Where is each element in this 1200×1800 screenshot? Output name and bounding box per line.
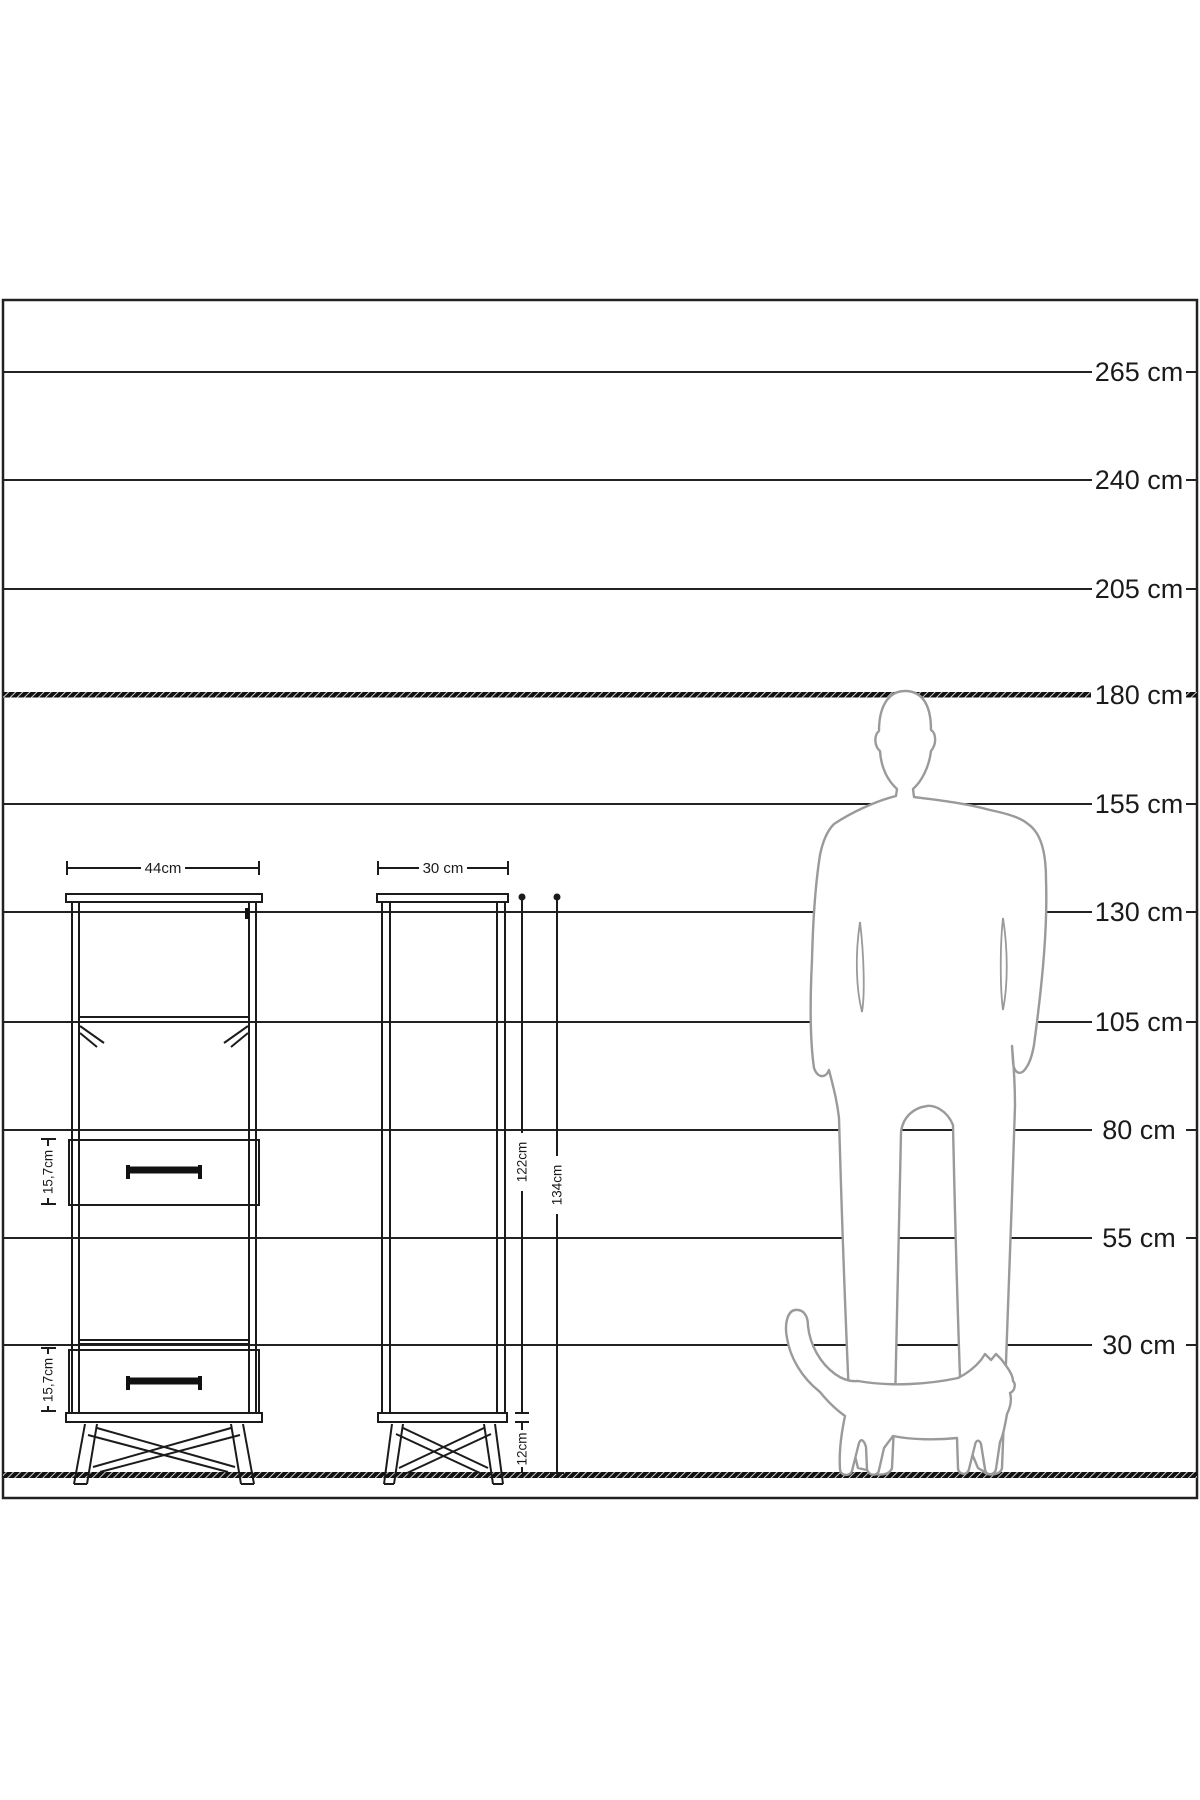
scale-label-180: 180 cm	[1094, 680, 1184, 710]
lower-drawer-handle	[127, 1376, 201, 1390]
scale-label-240: 240 cm	[1094, 465, 1184, 495]
front-view-cabinet	[40, 858, 262, 1484]
front-bottom-board	[66, 1413, 262, 1422]
scale-label-130: 130 cm	[1094, 897, 1184, 927]
scale-label-30: 30 cm	[1102, 1330, 1176, 1360]
scale-label-105: 105 cm	[1094, 1007, 1184, 1037]
front-width-label: 44cm	[144, 860, 182, 877]
side-top-board	[377, 894, 508, 902]
side-carcass	[382, 902, 505, 1413]
person-silhouette	[811, 691, 1047, 1475]
front-top-board	[66, 894, 262, 902]
hatched-line-180-stub	[1186, 692, 1197, 698]
side-depth-label: 30 cm	[422, 860, 464, 877]
side-bottom-board	[378, 1413, 507, 1422]
front-carcass	[72, 902, 256, 1413]
ground-line	[3, 1472, 1197, 1478]
person-outline	[811, 691, 1047, 1475]
scale-label-80: 80 cm	[1102, 1115, 1176, 1145]
front-door-hinge-mark	[245, 908, 249, 919]
total-height-label: 134cm	[549, 1164, 565, 1206]
lower-drawer-height-label: 15,7cm	[40, 1357, 56, 1403]
upper-drawer-handle	[127, 1165, 201, 1179]
side-view-cabinet	[377, 858, 565, 1484]
scale-label-265: 265 cm	[1094, 357, 1184, 387]
shelf-corner-braces	[80, 1026, 248, 1047]
dimension-labels	[41, 860, 565, 1466]
scale-labels	[1095, 357, 1184, 1360]
upper-drawer-height-label: 15,7cm	[40, 1149, 56, 1195]
scale-label-205: 205 cm	[1094, 574, 1184, 604]
leg-height-label: 12cm	[514, 1432, 530, 1466]
scale-label-155: 155 cm	[1094, 789, 1184, 819]
scale-label-55: 55 cm	[1102, 1223, 1176, 1253]
hatched-line-180	[3, 692, 1091, 698]
carcass-height-label: 122cm	[514, 1141, 530, 1183]
